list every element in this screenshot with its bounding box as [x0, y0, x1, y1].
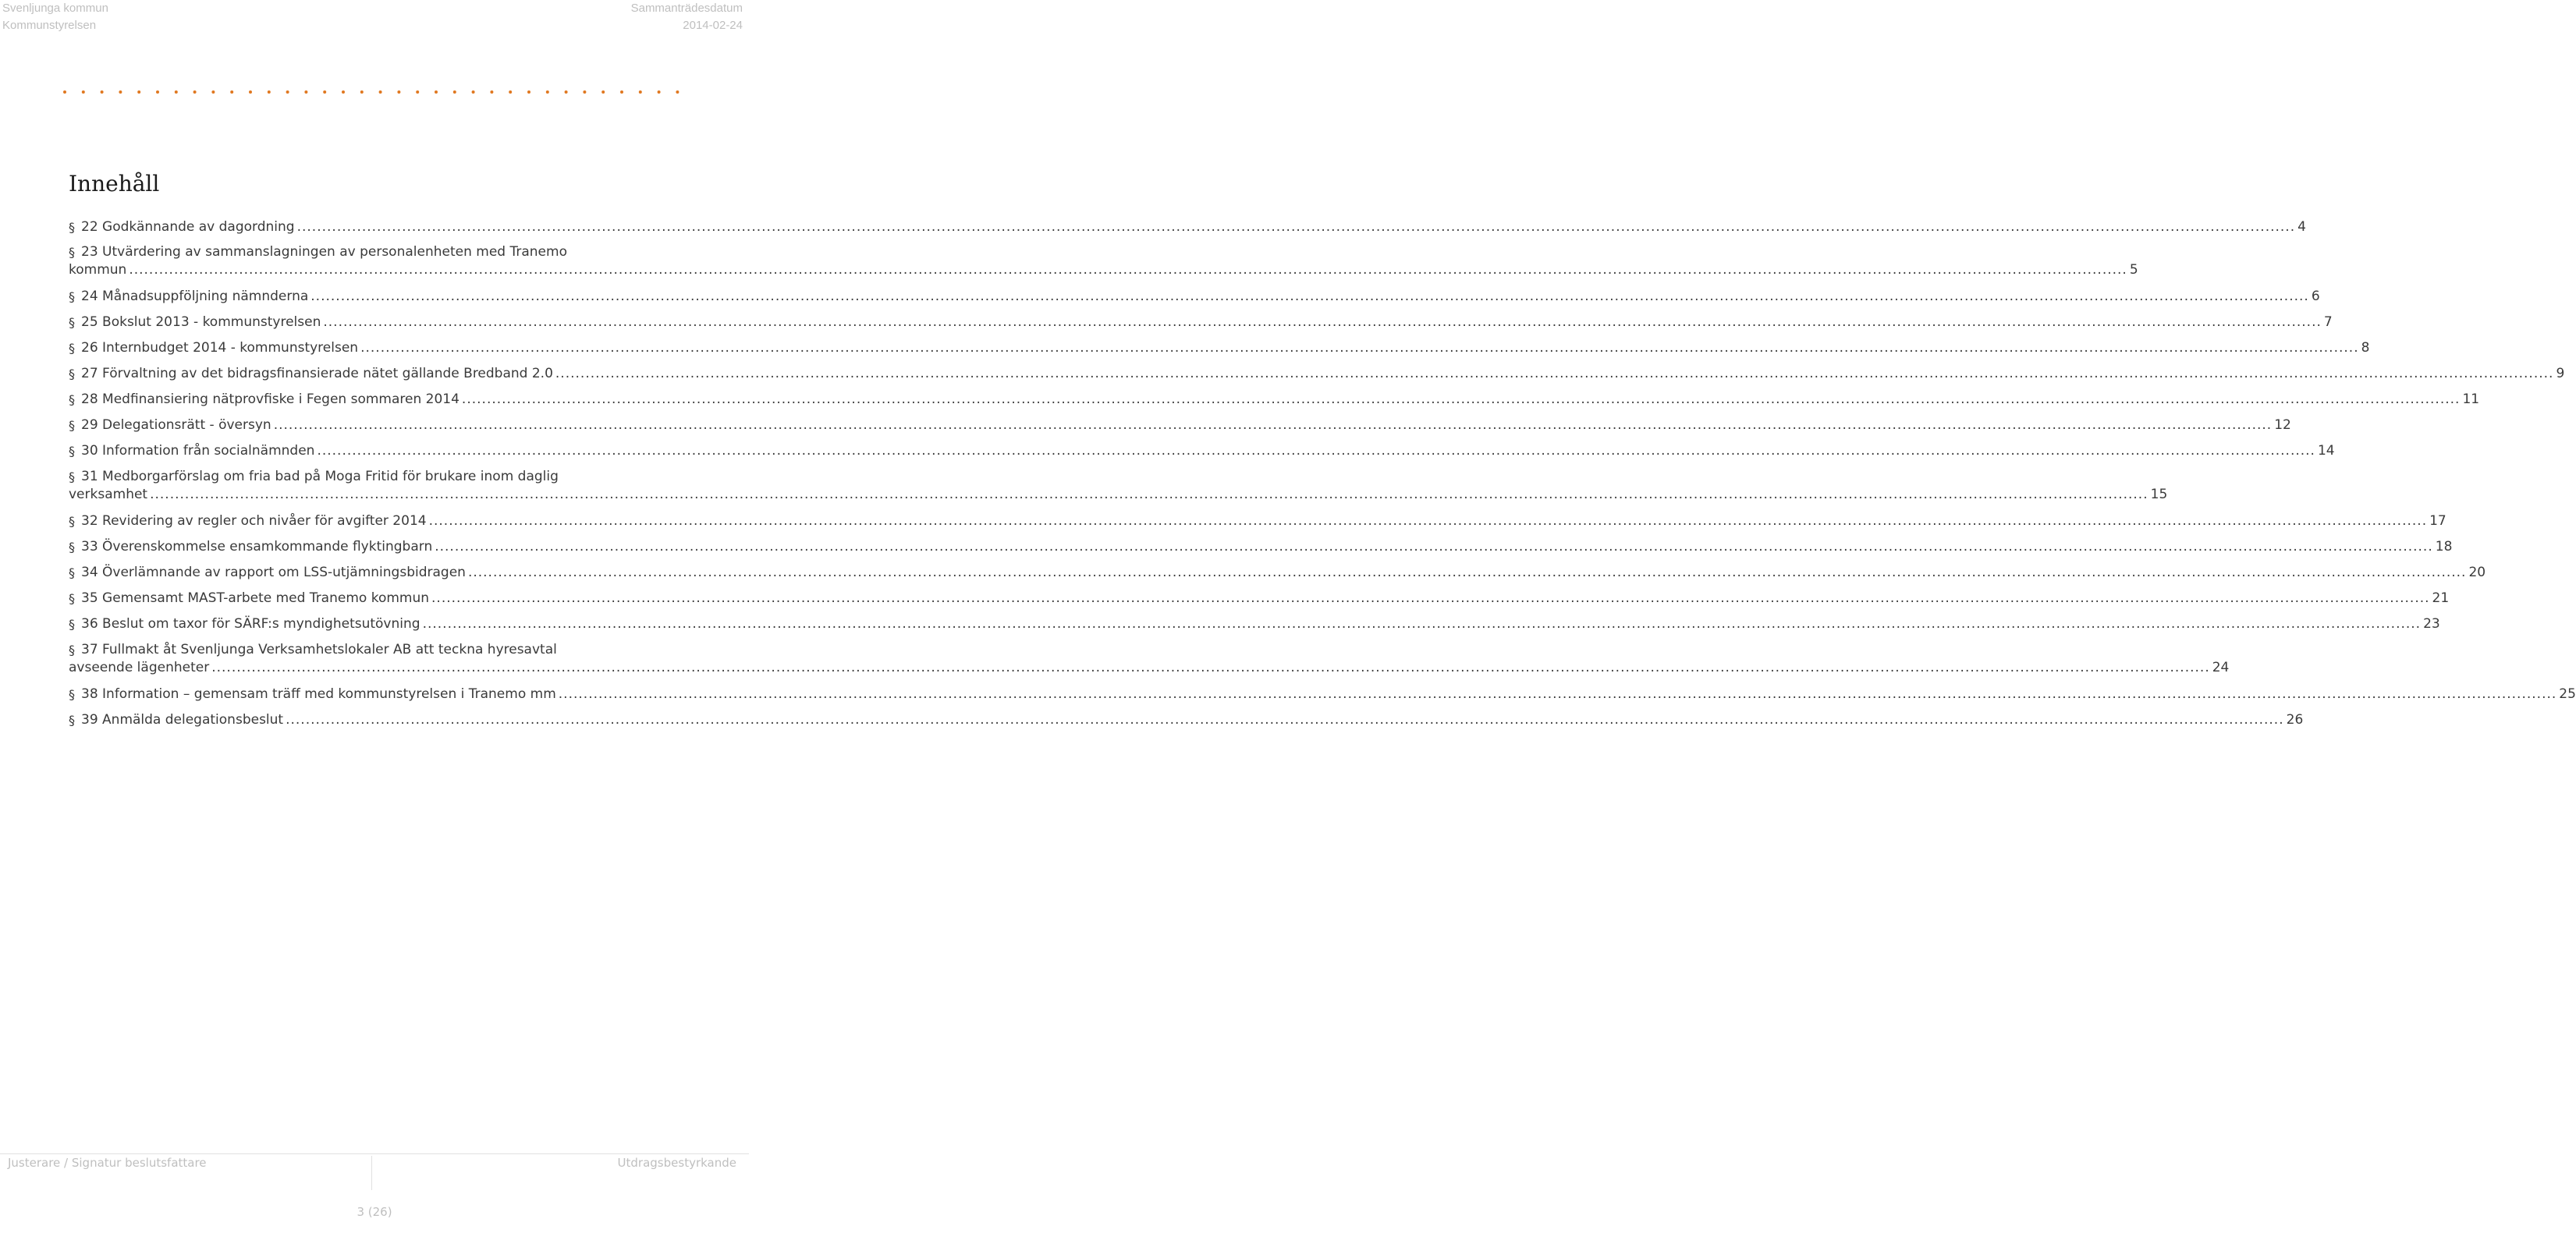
toc-entry[interactable] — [69, 615, 2440, 633]
decorative-dot — [119, 90, 122, 94]
dot-leader: ................................................................................................................................................................................................................................................................................................................................................................................................................ — [467, 565, 2467, 580]
dot-leader: ................................................................................................................................................................................................................................................................................................................................................................................................................ — [461, 392, 2461, 407]
toc-entry-title-continued: kommun — [69, 262, 127, 278]
section-icon: § — [69, 220, 75, 235]
toc-page-number: 17 — [2429, 513, 2446, 529]
toc-entry[interactable] — [69, 442, 2335, 460]
toc-entry-title: 22 Godkännande av dagordning — [81, 219, 295, 235]
toc-page-number: 26 — [2286, 712, 2304, 728]
toc-entry-title: 39 Anmälda delegationsbeslut — [81, 712, 284, 728]
toc-page-number: 12 — [2274, 417, 2291, 433]
dot-leader: ................................................................................................................................................................................................................................................................................................................................................................................................................ — [273, 417, 2273, 433]
decorative-dot — [453, 90, 456, 94]
dot-leader: ................................................................................................................................................................................................................................................................................................................................................................................................................ — [323, 314, 2322, 330]
decorative-dot — [509, 90, 512, 94]
toc-page-number: 6 — [2311, 289, 2320, 304]
dot-leader: ................................................................................................................................................................................................................................................................................................................................................................................................................ — [296, 219, 2296, 235]
section-icon: § — [69, 289, 75, 304]
toc-page-number: 21 — [2432, 590, 2450, 606]
decorative-dot — [286, 90, 289, 94]
toc-entry-title: 32 Revidering av regler och nivåer för avgifter 2014 — [81, 513, 427, 529]
toc-entry[interactable] — [69, 538, 2453, 556]
toc-page-number: 8 — [2361, 340, 2370, 356]
toc-entry-title-continued: verksamhet — [69, 487, 148, 502]
toc-entry[interactable] — [69, 288, 2320, 306]
decorative-dot — [565, 90, 568, 94]
toc-entry[interactable] — [69, 590, 2450, 608]
toc-entry[interactable] — [69, 711, 2304, 729]
toc-entry-title: 31 Medborgarförslag om fria bad på Moga Fritid för brukare inom daglig — [81, 469, 559, 484]
decorative-dot — [63, 90, 66, 94]
decorative-dot — [82, 90, 85, 94]
decorative-dot — [490, 90, 493, 94]
toc-entry-title: 33 Överenskommelse ensamkommande flyktingbarn — [81, 539, 433, 554]
decorative-dot — [583, 90, 586, 94]
toc-entry[interactable] — [69, 468, 2168, 504]
footer-column-separator — [371, 1156, 372, 1190]
date-label: Sammanträdesdatum — [630, 2, 743, 15]
toc-entry-title: 35 Gemensamt MAST-arbete med Tranemo kommun — [81, 590, 430, 606]
decorative-dot — [342, 90, 345, 94]
toc-entry[interactable] — [69, 339, 2370, 357]
toc-page-number: 5 — [2129, 262, 2138, 278]
dot-leader: ................................................................................................................................................................................................................................................................................................................................................................................................................ — [150, 487, 2148, 502]
decorative-dot — [601, 90, 605, 94]
toc-entry[interactable] — [69, 391, 2480, 409]
decorative-dot — [304, 90, 307, 94]
dot-leader: ................................................................................................................................................................................................................................................................................................................................................................................................................ — [310, 289, 2309, 304]
section-icon: § — [69, 540, 75, 554]
toc-page-number: 15 — [2150, 487, 2168, 502]
dot-leader: ................................................................................................................................................................................................................................................................................................................................................................................................................ — [558, 686, 2557, 702]
decorative-dot — [137, 90, 140, 94]
toc-entry-title-continued: avseende lägenheter — [69, 660, 210, 675]
decorative-dot — [620, 90, 623, 94]
decorative-dot — [101, 90, 104, 94]
section-icon: § — [69, 315, 75, 330]
decorative-dot — [360, 90, 364, 94]
decorative-dot — [435, 90, 438, 94]
decorative-dot — [379, 90, 382, 94]
toc-entry-title: 29 Delegationsrätt - översyn — [81, 417, 271, 433]
decorative-dot — [658, 90, 661, 94]
dot-leader: ................................................................................................................................................................................................................................................................................................................................................................................................................ — [422, 616, 2422, 632]
decorative-dot — [211, 90, 215, 94]
section-icon: § — [69, 514, 75, 529]
section-icon: § — [69, 444, 75, 459]
section-icon: § — [69, 392, 75, 407]
decorative-dot — [323, 90, 326, 94]
dot-leader: ................................................................................................................................................................................................................................................................................................................................................................................................................ — [211, 660, 2210, 675]
footer-divider — [0, 1153, 749, 1154]
dot-leader: ................................................................................................................................................................................................................................................................................................................................................................................................................ — [428, 513, 2428, 529]
toc-entry[interactable] — [69, 686, 2576, 703]
decorative-dot — [527, 90, 530, 94]
toc-entry-title: 23 Utvärdering av sammanslagningen av personalenheten med Tranemo — [81, 244, 567, 260]
toc-title: Innehåll — [69, 171, 160, 197]
section-icon: § — [69, 591, 75, 606]
toc-entry-title: 24 Månadsuppföljning nämnderna — [81, 289, 309, 304]
decorative-dot — [416, 90, 419, 94]
decorative-dot — [397, 90, 400, 94]
section-icon: § — [69, 643, 75, 657]
decorative-dot — [268, 90, 271, 94]
toc-page-number: 23 — [2423, 616, 2440, 632]
toc-entry[interactable] — [69, 365, 2565, 383]
toc-page-number: 9 — [2556, 366, 2565, 381]
dot-leader: ................................................................................................................................................................................................................................................................................................................................................................................................................ — [360, 340, 2359, 356]
section-icon: § — [69, 341, 75, 356]
section-icon: § — [69, 565, 75, 580]
footer-certification-label: Utdragsbestyrkande — [617, 1156, 736, 1170]
toc-entry-title: 30 Information från socialnämnden — [81, 443, 315, 459]
section-icon: § — [69, 687, 75, 702]
dot-leader: ................................................................................................................................................................................................................................................................................................................................................................................................................ — [286, 712, 2284, 728]
meeting-date: 2014-02-24 — [683, 19, 743, 32]
toc-page-number: 24 — [2212, 660, 2230, 675]
dot-leader: ................................................................................................................................................................................................................................................................................................................................................................................................................ — [435, 539, 2433, 554]
dot-leader: ................................................................................................................................................................................................................................................................................................................................................................................................................ — [317, 443, 2315, 459]
toc-page-number: 14 — [2317, 443, 2335, 459]
decorative-dot — [156, 90, 159, 94]
header-right — [631, 0, 743, 34]
dot-leader: ................................................................................................................................................................................................................................................................................................................................................................................................................ — [431, 590, 2430, 606]
section-icon: § — [69, 418, 75, 433]
toc-page-number: 7 — [2323, 314, 2333, 330]
section-icon: § — [69, 245, 75, 260]
toc-page-number: 11 — [2462, 392, 2480, 407]
decorative-dot — [472, 90, 475, 94]
decorative-dot — [175, 90, 178, 94]
decorative-dot — [639, 90, 642, 94]
section-icon: § — [69, 367, 75, 381]
toc-entry-title: 27 Förvaltning av det bidragsfinansierade nätet gällande Bredband 2.0 — [81, 366, 553, 381]
toc-entry[interactable] — [69, 564, 2486, 582]
toc-entry-title: 37 Fullmakt åt Svenljunga Verksamhetslokaler AB att teckna hyresavtal — [81, 642, 557, 657]
toc-entry-title: 34 Överlämnande av rapport om LSS-utjämningsbidragen — [81, 565, 466, 580]
toc-page-number: 4 — [2297, 219, 2306, 235]
header-left — [2, 0, 108, 34]
toc-entry[interactable] — [69, 641, 2230, 677]
toc-page-number: 20 — [2468, 565, 2486, 580]
page-number: 3 (26) — [357, 1205, 392, 1219]
section-icon: § — [69, 617, 75, 632]
toc-entry-title: 26 Internbudget 2014 - kommunstyrelsen — [81, 340, 359, 356]
toc-entry-title: 36 Beslut om taxor för SÄRF:s myndighetsutövning — [81, 616, 420, 632]
toc-entry[interactable] — [69, 512, 2446, 530]
decorative-dot — [230, 90, 233, 94]
decorative-dot — [676, 90, 679, 94]
section-icon: § — [69, 469, 75, 484]
dot-leader: ................................................................................................................................................................................................................................................................................................................................................................................................................ — [129, 262, 2127, 278]
decorative-dot-row — [62, 81, 687, 97]
decorative-dot — [193, 90, 197, 94]
toc-entry[interactable] — [69, 218, 2306, 236]
toc-page-number: 25 — [2559, 686, 2576, 702]
toc-entry[interactable] — [69, 243, 2138, 279]
toc-entry-title: 38 Information – gemensam träff med kommunstyrelsen i Tranemo mm — [81, 686, 556, 702]
toc-entry[interactable] — [69, 314, 2333, 331]
footer-signature-label: Justerare / Signatur beslutsfattare — [8, 1156, 207, 1170]
section-icon: § — [69, 713, 75, 728]
org-name: Svenljunga kommun — [2, 2, 108, 15]
decorative-dot — [546, 90, 549, 94]
board-name: Kommunstyrelsen — [2, 19, 97, 32]
toc-entry-title: 25 Bokslut 2013 - kommunstyrelsen — [81, 314, 321, 330]
toc-entry[interactable] — [69, 416, 2291, 434]
toc-page-number: 18 — [2435, 539, 2453, 554]
decorative-dot — [249, 90, 252, 94]
toc-entry-title: 28 Medfinansiering nätprovfiske i Fegen sommaren 2014 — [81, 392, 459, 407]
dot-leader: ................................................................................................................................................................................................................................................................................................................................................................................................................ — [555, 366, 2554, 381]
